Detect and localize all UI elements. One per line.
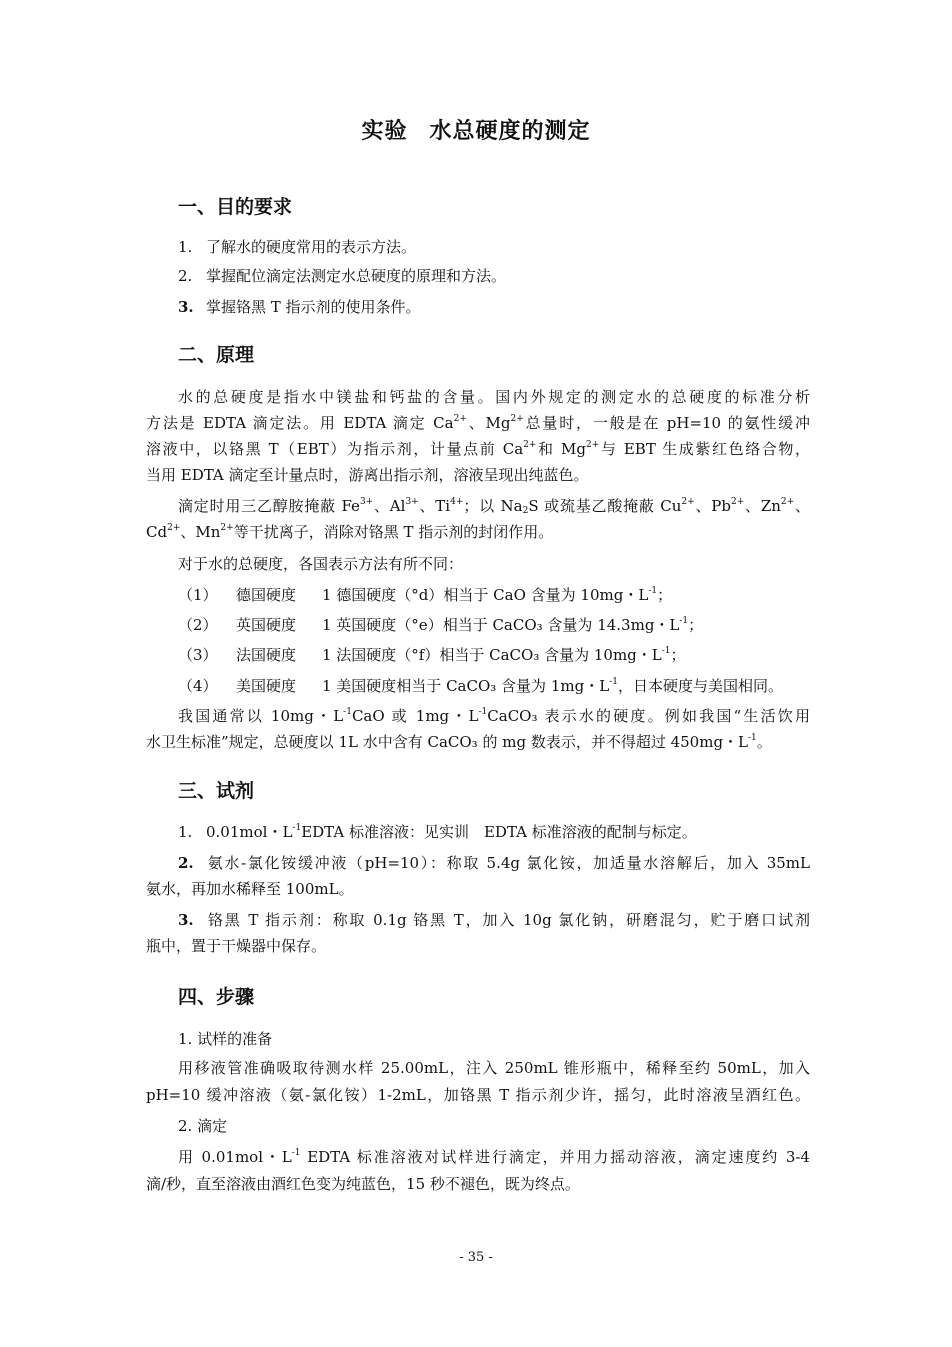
hardness-row: （2） 英国硬度 1 英国硬度（°e）相当于 CaCO₃ 含量为 14.3mg・$L^{-1}$；	[178, 616, 704, 634]
title-part-2: 水总硬度的测定	[429, 119, 591, 144]
paragraph-line: 方法是 EDTA 滴定法。用 EDTA 滴定 $Ca^{2+}$、$Mg^{2+}$总量时，一般是在 pH=10 的氨性缓冲	[146, 414, 810, 432]
paragraph-line: 氨水，再加水稀释至 100mL。	[146, 880, 354, 898]
paragraph-line: 水的总硬度是指水中镁盐和钙盐的含量。国内外规定的测定水的总硬度的标准分析	[178, 388, 810, 406]
paragraph-line: 溶液中，以铬黑 T（EBT）为指示剂，计量点前 $Ca^{2+}$和 $Mg^{2+}$与 EBT 生成紫红色络合物，	[146, 440, 811, 458]
section-heading-objectives: 一、目的要求	[178, 196, 293, 218]
title-part-1: 实验	[361, 119, 408, 144]
paragraph-line: 当用 EDTA 滴定至计量点时，游离出指示剂，溶液呈现出纯蓝色。	[146, 466, 589, 484]
paragraph-line: 我国通常以 10mg・$L^{-1}CaO$ 或 1mg・$L^{-1}CaCO_3$ 表示水的硬度。例如我国“生活饮用	[178, 707, 810, 725]
section-heading-reagents: 三、试剂	[178, 780, 255, 802]
hardness-row: （1） 德国硬度 1 德国硬度（°d）相当于 CaO 含量为 10mg・$L^{-1}$；	[178, 586, 673, 604]
list-item: 2. 掌握配位滴定法测定水总硬度的原理和方法。	[178, 267, 507, 285]
section-heading-principle: 二、原理	[178, 344, 255, 366]
subsection-title: 2. 滴定	[178, 1117, 228, 1135]
reagent-item: 2. 氨水-氯化铵缓冲液（pH=10）：称取 5.4g 氯化铵，加适量水溶解后，加入 35mL	[178, 854, 810, 872]
paragraph-line: 滴/秒，直至溶液由酒红色变为纯蓝色，15 秒不褪色，既为终点。	[146, 1175, 580, 1193]
list-item: 3. 掌握铬黑 T 指示剂的使用条件。	[178, 298, 421, 316]
list-item: 1. 了解水的硬度常用的表示方法。	[178, 238, 417, 256]
paragraph-line: 滴定时用三乙醇胺掩蔽 $Fe^{3+}$、$Al^{3+}$、$Ti^{4+}$；以 $Na_2S$ 或巯基乙酸掩蔽 $Cu^{2+}$、$Pb^{2+}$、$Zn^{2+}$、	[178, 497, 810, 516]
reagent-item: 3. 铬黑 T 指示剂：称取 0.1g 铬黑 T，加入 10g 氯化钠，研磨混匀，贮于磨口试剂	[178, 911, 810, 929]
paragraph-line: 水卫生标准”规定，总硬度以 1L 水中含有 CaCO₃ 的 mg 数表示，并不得超过 450mg・$L^{-1}$。	[146, 733, 772, 751]
paragraph-line: 用移液管准确吸取待测水样 25.00mL，注入 250mL 锥形瓶中，稀释至约 50mL，加入	[178, 1059, 810, 1077]
section-heading-procedure: 四、步骤	[178, 986, 255, 1008]
paragraph-line: 用 0.01mol・$L^{-1}$ EDTA 标准溶液对试样进行滴定，并用力摇动溶液，滴定速度约 3-4	[178, 1148, 810, 1166]
hardness-row: （4） 美国硬度 1 美国硬度相当于 CaCO₃ 含量为 1mg・$L^{-1}$，日本硬度与美国相同。	[178, 677, 783, 695]
paragraph-line: 对于水的总硬度，各国表示方法有所不同：	[178, 555, 464, 573]
paragraph-line: pH=10 缓冲溶液（氨-氯化铵）1-2mL，加铬黑 T 指示剂少许，摇匀，此时溶液呈酒红色。	[146, 1086, 810, 1104]
reagent-item: 1. 0.01mol・$L^{-1}EDTA$ 标准溶液：见实训 EDTA 标准溶液的配制与标定。	[178, 823, 697, 841]
page-title	[0, 114, 952, 145]
subsection-title: 1. 试样的准备	[178, 1030, 273, 1048]
hardness-row: （3） 法国硬度 1 法国硬度（°f）相当于 CaCO₃ 含量为 10mg・$L^{-1}$；	[178, 646, 686, 664]
paragraph-line: $Cd^{2+}$、$Mn^{2+}$等干扰离子，消除对铬黑 T 指示剂的封闭作用。	[146, 523, 554, 541]
paragraph-line: 瓶中，置于干燥器中保存。	[146, 937, 327, 955]
page-number: - 35 -	[459, 1250, 493, 1265]
